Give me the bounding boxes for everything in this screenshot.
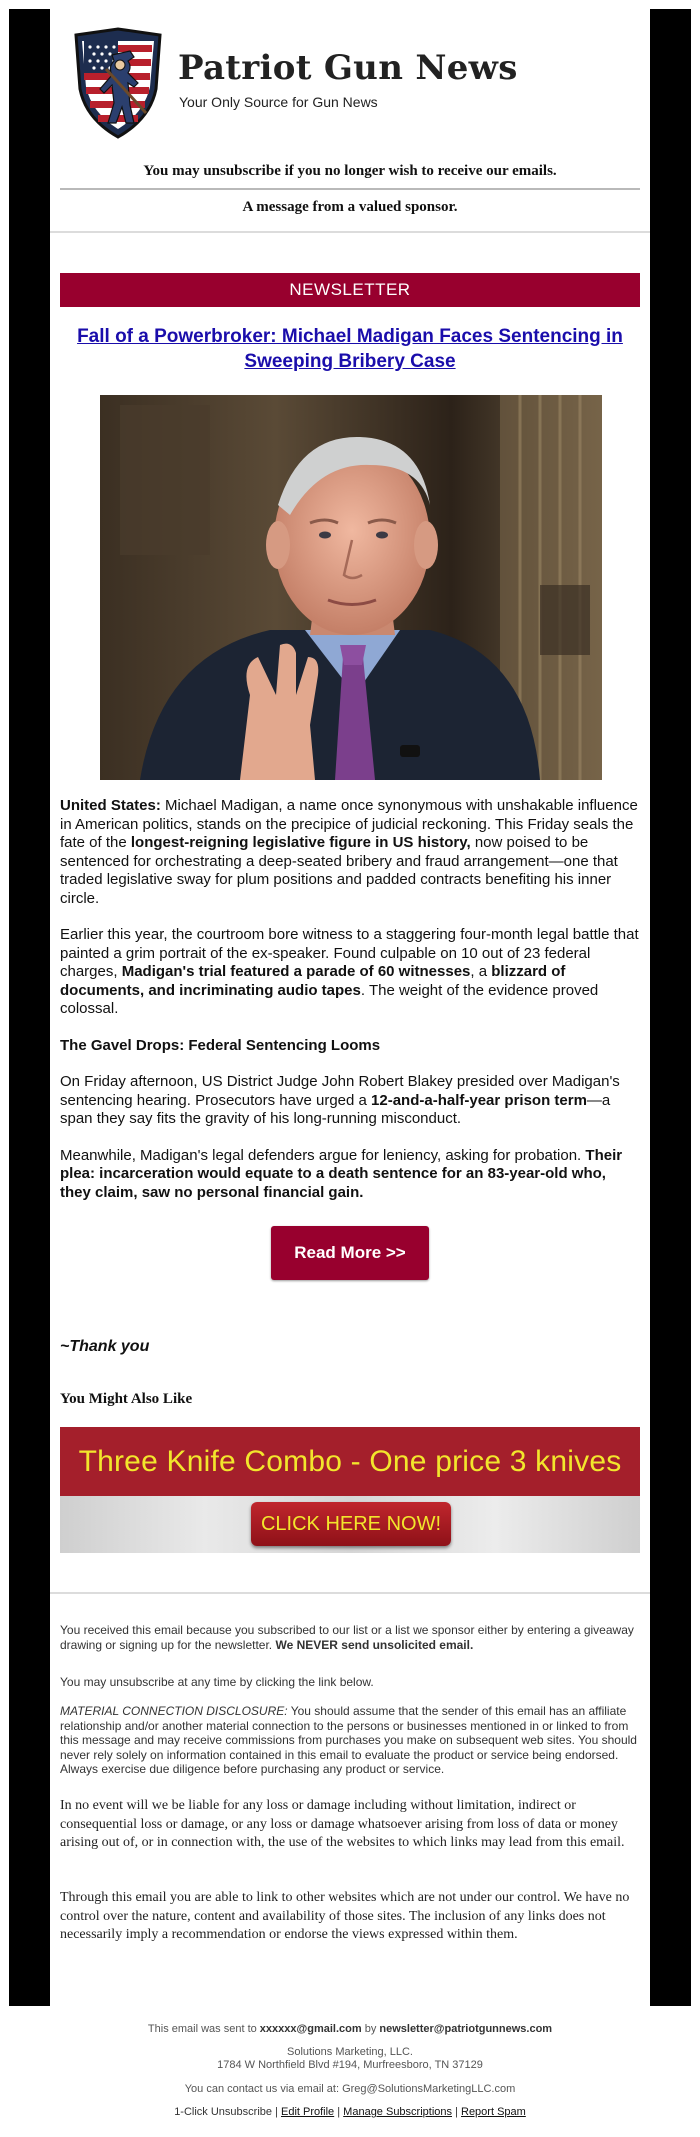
article-subhead: The Gavel Drops: Federal Sentencing Looms	[60, 1036, 381, 1054]
liability-disclaimer: In no event will we be liable for any loss or damage including without limitation, indirect or consequential loss or damage, or any loss or damage whatsoever arising from loss of data or money arising out of, or in connection with, the use of the websites to which links may lead from this email.	[60, 1798, 625, 1850]
article-paragraph	[60, 1147, 640, 1203]
unsubscribe-notice: You may unsubscribe if you no longer wish to receive our emails.	[143, 163, 557, 179]
text: You received this email because you subscribed to our list or a list we sponsor either by entering a giveaway drawing or signing up for the newsletter.	[60, 1623, 634, 1652]
text: You should assume that the sender of this email has an affiliate relationship and/or another material connection to the persons or businesses mentioned in or linked to from this message and may receive commissions from purchases you make on subsequent web sites. You should never rely solely on information contained in this email to evaluate the product or service being endorsed. Always exercise due diligence before purchasing any product or service.	[60, 1704, 637, 1776]
patriot-shield-logo-icon	[72, 27, 164, 139]
newsletter-banner: NEWSLETTER	[60, 273, 640, 307]
unsubscribe-info: You may unsubscribe at any time by clicking the link below.	[60, 1675, 374, 1689]
text: Earlier this year, the courtroom bore witness to a staggering four-month legal battle that painted a grim portrait of the ex-speaker. Found culpable on 10 out of 23 federal charges,	[60, 926, 639, 980]
one-click-unsubscribe-link[interactable]: 1-Click Unsubscribe	[174, 2106, 272, 2118]
article-photo[interactable]	[100, 395, 602, 780]
emphasis: We NEVER send unsolicited email.	[275, 1637, 474, 1652]
disclosure-label: MATERIAL CONNECTION DISCLOSURE:	[60, 1704, 288, 1718]
material-disclosure	[60, 1704, 640, 1777]
recipient-email: xxxxxx@gmail.com	[259, 2023, 362, 2035]
street-address: 1784 W Northfield Blvd #194, Murfreesboro, TN 37129	[217, 2059, 483, 2071]
you-might-also-like-heading: You Might Also Like	[60, 1391, 193, 1407]
article-body	[60, 797, 640, 1220]
manage-subscriptions-link[interactable]: Manage Subscriptions	[343, 2106, 453, 2118]
sponsor-message: A message from a valued sponsor.	[242, 199, 458, 215]
separator: |	[452, 2106, 461, 2118]
emphasis: longest-reigning legislative figure in US history,	[130, 834, 471, 851]
sent-to-line	[0, 2023, 700, 2035]
text: , a	[470, 963, 492, 980]
company-address	[0, 2046, 700, 2072]
separator: |	[334, 2106, 344, 2118]
emphasis: 12-and-a-half-year prison term	[371, 1091, 587, 1109]
dateline: United States:	[60, 797, 161, 814]
read-more-button[interactable]: Read More >>	[271, 1226, 429, 1280]
brand-subtitle: Your Only Source for Gun News	[179, 94, 378, 110]
divider	[50, 1592, 650, 1594]
text: . The weight of the evidence proved colossal.	[60, 981, 599, 1017]
article-paragraph	[60, 1073, 640, 1129]
company-name: Solutions Marketing, LLC.	[287, 2046, 413, 2058]
emphasis: Their plea: incarceration would equate to a death sentence for an 83-year-old who, they claim, saw no personal financial gain.	[60, 1146, 623, 1201]
subscription-reason	[60, 1623, 640, 1652]
sender-email: newsletter@patriotgunnews.com	[379, 2023, 553, 2035]
article-paragraph	[60, 797, 640, 908]
ad-button-area[interactable]	[60, 1496, 640, 1553]
edit-profile-link[interactable]: Edit Profile	[280, 2106, 335, 2118]
divider	[50, 231, 650, 233]
text: by	[361, 2023, 380, 2035]
emphasis: blizzard of documents, and incriminating audio tapes	[60, 963, 566, 999]
text: —a span they say fits the gravity of his long-running misconduct.	[60, 1091, 611, 1127]
separator: |	[272, 2106, 281, 2118]
footer-links	[0, 2106, 700, 2118]
external-links-disclaimer: Through this email you are able to link to other websites which are not under our control. We have no control over the nature, content and availability of those sites. The inclusion of any links does not necessarily imply a recommendation or endorse the views expressed within them.	[60, 1890, 630, 1942]
text: This email was sent to	[147, 2023, 260, 2035]
contact-line: You can contact us via email at: Greg@SolutionsMarketingLLC.com	[184, 2083, 516, 2095]
emphasis: Madigan's trial featured a parade of 60 witnesses	[121, 963, 471, 980]
report-spam-link[interactable]: Report Spam	[461, 2106, 526, 2118]
text: now poised to be sentenced for orchestrating a deep-seated bribery and fraud arrangement—one that traded legislative sway for plum positions and padded contracts benefiting his inner circle.	[60, 834, 618, 907]
knife-combo-ad[interactable]	[60, 1427, 640, 1553]
thank-you-note: ~Thank you	[60, 1338, 150, 1355]
click-here-now-button[interactable]: CLICK HERE NOW!	[251, 1502, 451, 1546]
brand-title: Patriot Gun News	[178, 48, 518, 88]
text: Meanwhile, Madigan's legal defenders argue for leniency, asking for probation.	[60, 1146, 586, 1164]
article-paragraph	[60, 926, 640, 1019]
article-headline-link[interactable]: Fall of a Powerbroker: Michael Madigan Faces Sentencing in Sweeping Bribery Case	[77, 326, 623, 372]
text: Michael Madigan, a name once synonymous with unshakable influence in American politics, stands on the precipice of judicial reckoning. This Friday seals the fate of the	[60, 797, 638, 851]
text: On Friday afternoon, US District Judge John Robert Blakey presided over Madigan's sentencing hearing. Prosecutors have urged a	[60, 1073, 620, 1109]
divider	[60, 188, 640, 190]
ad-title[interactable]: Three Knife Combo - One price 3 knives	[60, 1427, 640, 1496]
